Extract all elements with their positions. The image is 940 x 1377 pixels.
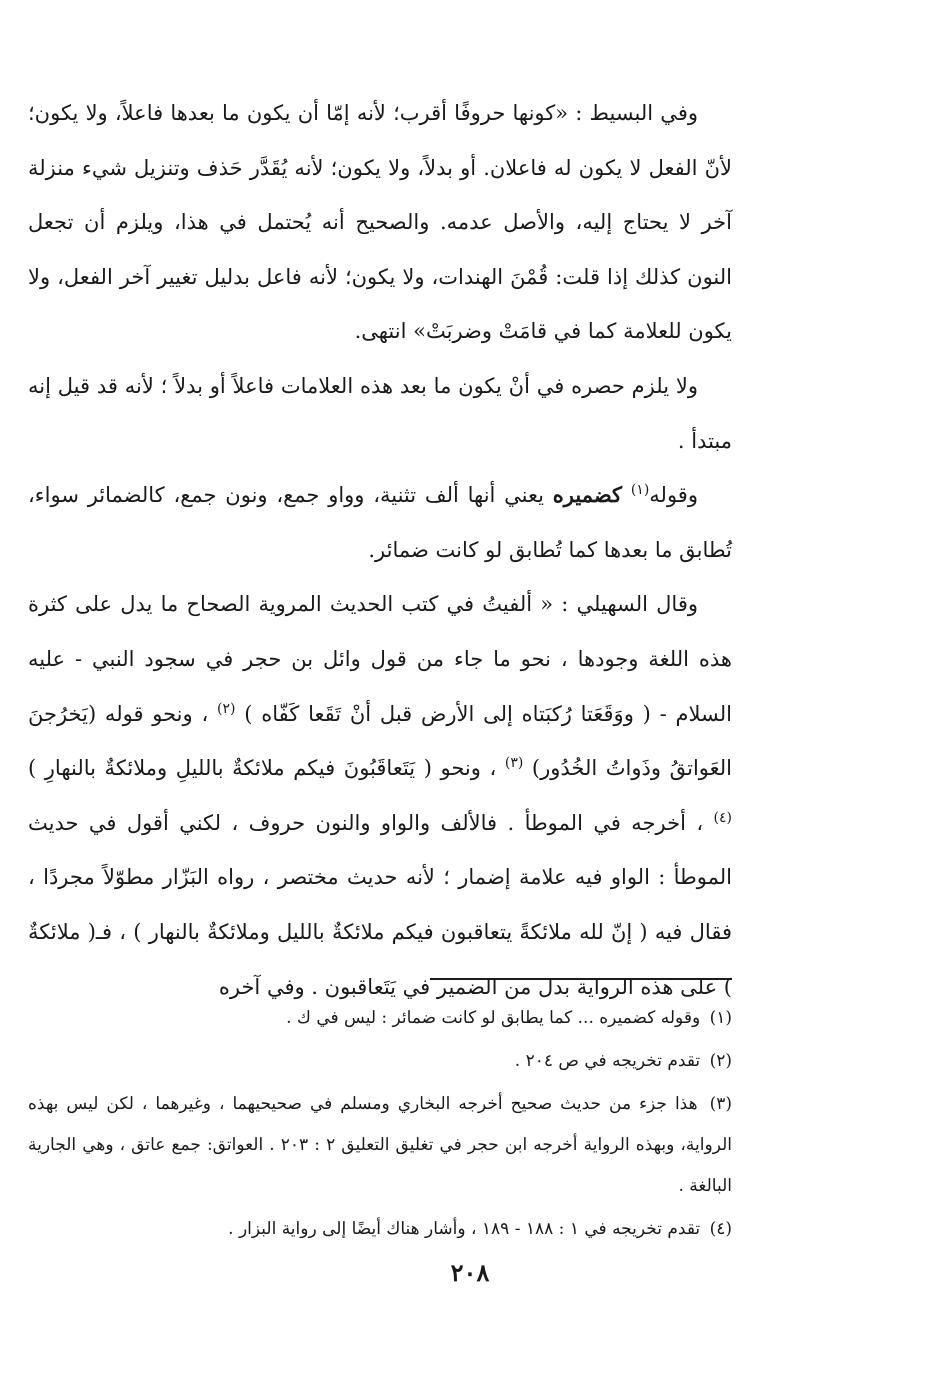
- footnote-item: [28, 1041, 732, 1082]
- paragraph-text: وقال السهيلي : « ألفيتُ في كتب الحديث المروية الصحاح ما يدل على كثرة هذه اللغة وجودها ، نحو ما جاء من قول وائل بن حجر في سجود النبي - عليه السلام - ( ووَقَعَتا رُكبَتاه إلى الأرض قبل أنْ تَقَعا كَفّاه ): [28, 592, 732, 726]
- paragraph-text: ، أخرجه في الموطأ . فالألف والواو والنون حروف ، لكني أقول في حديث الموطأ : الواو فيه علامة إضمار ؛ لأنه حديث مختصر ، رواه البَزّار مطوّلاً مجردًا ، فقال فيه ( إنّ لله ملائكةً يتعاقبون فيكم ملائكةٌ بالليل وملائكةٌ بالنهار ) ، فـ( ملائكةٌ ) على هذه الرواية بدل من الضمير في يَتَعاقبون . وفي آخره: [28, 810, 732, 999]
- paragraph-suhaili-quote: [28, 577, 732, 1014]
- footnote-item: [28, 998, 732, 1039]
- footnote-reference[interactable]: (٢): [217, 700, 236, 717]
- paragraph-text: وفي البسيط : «كونها حروفًا أقرب؛ لأنه إمّا أن يكون ما بعدها فاعلاً، ولا يكون؛ لأنّ الفعل لا يكون له فاعلان. أو بدلاً، ولا يكون؛ لأنه يُقَدَّر حَذف وتنزيل شيء منزلة آخر لا يحتاج إليه، والأصل عدمه. والصحيح أنه يُحتمل في هذا، ويلزم أن تجعل النون كذلك إذا قلت: قُمْنَ الهندات، ولا يكون؛ لأنه فاعل بدليل تغيير آخر الفعل، ولا يكون للعلامة كما في قامَتْ وضربَتْ» انتهى.: [28, 101, 732, 344]
- footnote-item: [28, 1084, 732, 1207]
- footnote-text: وقوله كضميره ... كما يطابق لو كانت ضمائر : ليس في ك .: [286, 1008, 701, 1028]
- paragraph-text: ولا يلزم حصره في أنْ يكون ما بعد هذه العلامات فاعلاً أو بدلاً ؛ لأنه قد قيل إنه مبتدأ .: [28, 373, 732, 453]
- footnote-number: (١): [709, 1008, 732, 1028]
- footnote-number: (٣): [709, 1094, 732, 1114]
- paragraph-text: ، ونحو قوله (يَخرُجنَ العَواتقُ وذَواتُ الخُدُور): [28, 701, 733, 781]
- footnote-text: تقدم تخريجه في ١ : ١٨٨ - ١٨٩ ، وأشار هناك أيضًا إلى رواية البزار .: [228, 1219, 701, 1239]
- paragraph-hasr: [28, 359, 732, 468]
- footnote-reference[interactable]: (٤): [713, 809, 732, 826]
- paragraph-text: وقوله: [649, 483, 698, 508]
- paragraph-text: ، ونحو ( يَتَعاقَبُونَ فيكم ملائكةٌ بالليلِ وملائكةٌ بالنهارِ ): [28, 756, 497, 781]
- footnote-number: (٢): [709, 1051, 732, 1071]
- footnote-reference[interactable]: (١): [630, 482, 650, 499]
- main-text: [28, 86, 732, 1014]
- footnote-text: هذا جزء من حديث صحيح أخرجه البخاري ومسلم في صحيحيهما ، وغيرهما ، لكن ليس بهذه الرواية، وبهذه الرواية أخرجه ابن حجر في تغليق التعليق ٢ : ٢٠٣ . العواتق: جمع عاتق ، وهي الجارية البالغة .: [28, 1094, 732, 1196]
- footnote-text: تقدم تخريجه في ص ٢٠٤ .: [514, 1051, 701, 1071]
- footnote-divider: [430, 978, 732, 980]
- footnotes: [28, 998, 732, 1252]
- footnote-number: (٤): [709, 1219, 732, 1239]
- bold-term: كضميره: [552, 482, 623, 508]
- footnote-item: [28, 1209, 732, 1250]
- paragraph-text: يعني أنها ألف تثنية، وواو جمع، ونون جمع، كالضمائر سواء، تُطابق ما بعدها كما تُطابق لو كانت ضمائر.: [28, 483, 732, 562]
- paragraph-basit-quote: [28, 86, 732, 359]
- paragraph-kadamirihi: [28, 468, 732, 577]
- footnote-reference[interactable]: (٣): [504, 755, 524, 772]
- page-number: ٢٠٨: [450, 1258, 490, 1287]
